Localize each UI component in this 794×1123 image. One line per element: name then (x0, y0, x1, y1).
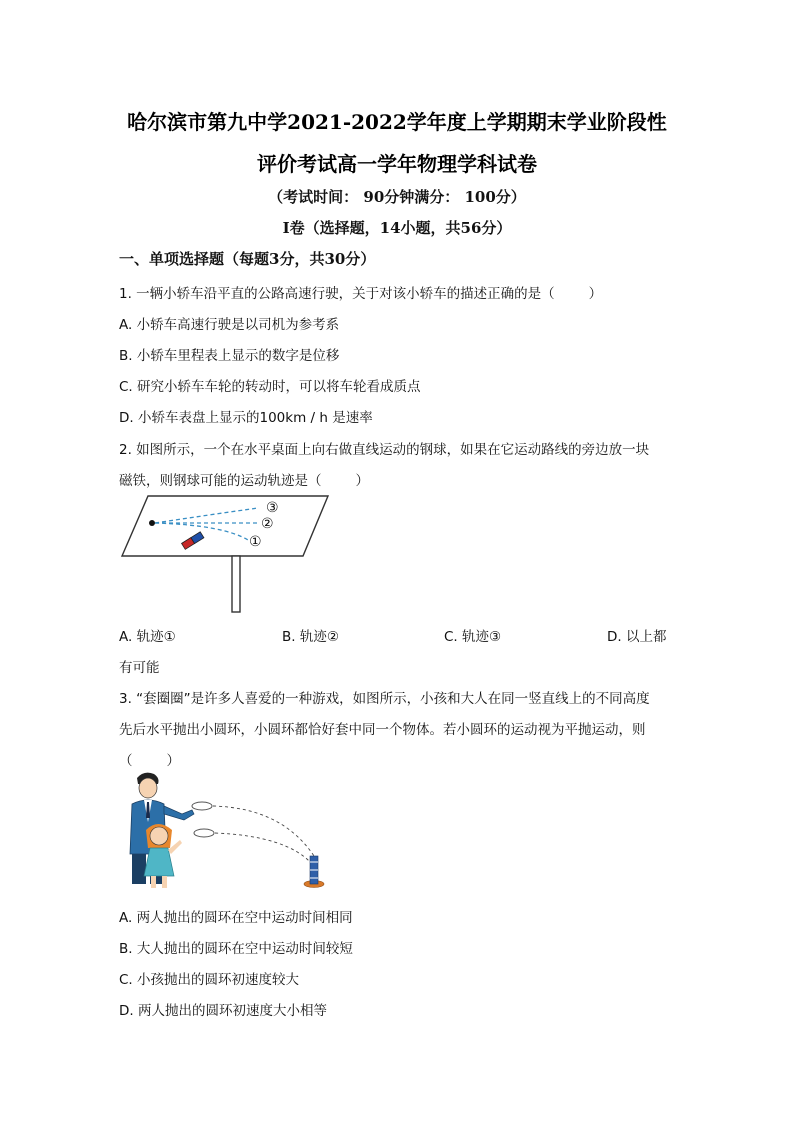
q2-option-b: B. 轨迹② (282, 629, 339, 645)
table-leg (232, 556, 240, 612)
girl-leg-left (151, 876, 156, 888)
q3-option-a: A. 两人抛出的圆环在空中运动时间相同 (119, 910, 353, 926)
trajectory-1-label: ① (249, 534, 262, 550)
q3-stem-line3 (119, 749, 180, 769)
q3-option-d: D. 两人抛出的圆环初速度大小相等 (119, 1003, 327, 1019)
girl-head (150, 827, 168, 845)
q2-option-d-cont: 有可能 (119, 660, 160, 676)
q2-stem-text: 磁铁，则钢球可能的运动轨迹是（ (119, 473, 322, 489)
adult-ring (192, 802, 212, 810)
child-ring (194, 829, 214, 837)
exam-info: （考试时间： 90分钟满分： 100分） (268, 188, 526, 206)
q2-stem-line2 (119, 469, 369, 489)
q3-stem-line1: 3. “套圈圈”是许多人喜爱的一种游戏，如图所示，小孩和大人在同一竖直线上的不同高度 (119, 691, 650, 707)
volume-heading: I卷（选择题，14小题，共56分） (282, 219, 512, 237)
q3-paren-close: ） (166, 753, 180, 769)
q2-option-c: C. 轨迹③ (444, 629, 502, 645)
adult-trajectory (213, 806, 314, 856)
q1-option-c: C. 研究小轿车车轮的转动时，可以将车轮看成质点 (119, 379, 421, 395)
section-heading: 一、单项选择题（每题3分，共30分） (119, 250, 376, 268)
child-trajectory (215, 833, 312, 864)
q2-option-d: D. 以上都 (607, 629, 667, 645)
q1-option-b: B. 小轿车里程表上显示的数字是位移 (119, 348, 340, 364)
adult-arm (164, 806, 194, 820)
girl-leg-right (162, 876, 167, 888)
adult-leg-left (132, 854, 146, 884)
q1-stem-text: 1. 一辆小轿车沿平直的公路高速行驶，关于对该小轿车的描述正确的是（ (119, 286, 555, 302)
exam-title-line1: 哈尔滨市第九中学2021-2022学年度上学期期末学业阶段性 (127, 110, 667, 134)
q2-stem-close: ） (355, 473, 369, 489)
q3-option-b: B. 大人抛出的圆环在空中运动时间较短 (119, 941, 353, 957)
q1-option-d: D. 小轿车表盘上显示的100km / h 是速率 (119, 410, 373, 426)
q2-option-a: A. 轨迹① (119, 629, 176, 645)
q2-stem-line1: 2. 如图所示，一个在水平桌面上向右做直线运动的钢球，如果在它运动路线的旁边放一块 (119, 442, 650, 458)
q3-paren-open: （ (119, 753, 133, 769)
girl-figure (144, 824, 182, 888)
q3-option-c: C. 小孩抛出的圆环初速度较大 (119, 972, 300, 988)
trajectory-3-label: ③ (266, 500, 279, 516)
q3-stem-line2: 先后水平抛出小圆环，小圆环都恰好套中同一个物体。若小圆环的运动视为平抛运动，则 (119, 722, 646, 738)
q1-stem (119, 282, 602, 302)
exam-title-line2: 评价考试高一学年物理学科试卷 (257, 152, 537, 176)
trajectory-2-label: ② (261, 516, 274, 532)
q1-stem-close: ） (588, 286, 603, 302)
adult-head (139, 778, 157, 798)
ring-toss-figure (122, 770, 332, 892)
tabletop (122, 496, 328, 556)
steel-ball (149, 520, 155, 526)
q1-option-a: A. 小轿车高速行驶是以司机为参考系 (119, 317, 340, 333)
target-post (304, 856, 324, 888)
table-magnet-figure (118, 490, 330, 614)
